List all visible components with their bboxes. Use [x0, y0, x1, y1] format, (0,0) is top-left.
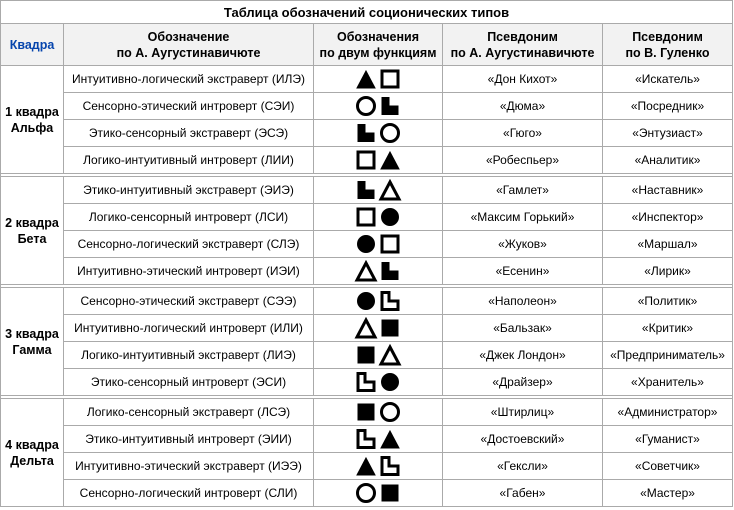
- type-designation: Логико-интуитивный экстраверт (ЛИЭ): [64, 342, 314, 369]
- type-designation: Сенсорно-логический интроверт (СЛИ): [64, 480, 314, 507]
- type-designation: Логико-сенсорный интроверт (ЛСИ): [64, 204, 314, 231]
- square-black-icon: [382, 485, 398, 501]
- circle-white-icon: [382, 125, 399, 142]
- table-row: [1, 204, 733, 231]
- type-designation: Интуитивно-логический экстраверт (ИЛЭ): [64, 66, 314, 93]
- header-kvadra-link[interactable]: Квадра: [1, 24, 64, 66]
- kvadra-cell: [1, 66, 64, 174]
- square-white-icon: [358, 152, 374, 168]
- type-symbols: [314, 315, 443, 342]
- table-row: [1, 93, 733, 120]
- header-designation-line1: Обозначение: [147, 29, 230, 44]
- type-symbols: [314, 93, 443, 120]
- corner-white-icon: [358, 431, 374, 448]
- symbol-pair: [353, 206, 403, 228]
- type-designation: Сенсорно-этический интроверт (СЭИ): [64, 93, 314, 120]
- symbol-pair: [353, 428, 403, 450]
- circle-black-icon: [358, 293, 375, 310]
- symbol-pair: [353, 122, 403, 144]
- type-designation: Интуитивно-этический экстраверт (ИЭЭ): [64, 453, 314, 480]
- pseudonym-augusta: «Достоевский»: [443, 426, 603, 453]
- caption-row: [1, 1, 733, 24]
- pseudonym-gulenko: «Советчик»: [603, 453, 733, 480]
- type-symbols: [314, 342, 443, 369]
- pseudonym-gulenko: «Администратор»: [603, 399, 733, 426]
- type-symbols: [314, 231, 443, 258]
- header-pseudo-a-line1: Псевдоним: [487, 29, 558, 44]
- circle-black-icon: [382, 374, 399, 391]
- type-symbols: [314, 288, 443, 315]
- symbol-pair: [353, 401, 403, 423]
- type-symbols: [314, 258, 443, 285]
- symbol-pair: [353, 149, 403, 171]
- type-designation: Сенсорно-логический экстраверт (СЛЭ): [64, 231, 314, 258]
- type-symbols: [314, 204, 443, 231]
- type-symbols: [314, 480, 443, 507]
- type-symbols: [314, 453, 443, 480]
- type-designation: Этико-сенсорный экстраверт (ЭСЭ): [64, 120, 314, 147]
- table-row: [1, 453, 733, 480]
- table-row: [1, 288, 733, 315]
- kvadra-name: Альфа: [10, 120, 54, 135]
- circle-white-icon: [382, 404, 399, 421]
- triangle-black-icon: [381, 431, 399, 448]
- symbol-pair: [353, 260, 403, 282]
- table-row: [1, 147, 733, 174]
- circle-black-icon: [382, 209, 399, 226]
- table-row: [1, 120, 733, 147]
- pseudonym-augusta: «Габен»: [443, 480, 603, 507]
- circle-white-icon: [358, 98, 375, 115]
- pseudonym-augusta: «Дон Кихот»: [443, 66, 603, 93]
- corner-white-icon: [358, 374, 374, 391]
- type-symbols: [314, 426, 443, 453]
- kvadra-name: Бета: [17, 231, 47, 246]
- pseudonym-gulenko: «Инспектор»: [603, 204, 733, 231]
- triangle-white-icon: [381, 182, 399, 199]
- pseudonym-gulenko: «Критик»: [603, 315, 733, 342]
- kvadra-cell: [1, 288, 64, 396]
- pseudonym-gulenko: «Искатель»: [603, 66, 733, 93]
- circle-black-icon: [358, 236, 375, 253]
- pseudonym-augusta: «Дюма»: [443, 93, 603, 120]
- type-designation: Логико-интуитивный интроверт (ЛИИ): [64, 147, 314, 174]
- type-symbols: [314, 66, 443, 93]
- type-designation: Сенсорно-этический экстраверт (СЭЭ): [64, 288, 314, 315]
- type-symbols: [314, 147, 443, 174]
- table-caption: Таблица обозначений соционических типов: [1, 1, 733, 24]
- table-body: [1, 66, 733, 507]
- corner-black-icon: [358, 182, 374, 199]
- symbol-pair: [353, 68, 403, 90]
- pseudonym-augusta: «Гамлет»: [443, 177, 603, 204]
- pseudonym-augusta: «Драйзер»: [443, 369, 603, 396]
- symbol-pair: [353, 179, 403, 201]
- symbol-pair: [353, 290, 403, 312]
- triangle-white-icon: [357, 263, 375, 280]
- symbol-pair: [353, 233, 403, 255]
- corner-black-icon: [382, 263, 398, 280]
- kvadra-name: Дельта: [10, 453, 54, 468]
- kvadra-name: Гамма: [12, 342, 52, 357]
- pseudonym-gulenko: «Мастер»: [603, 480, 733, 507]
- header-symbols: [314, 24, 443, 66]
- type-designation: Этико-интуитивный интроверт (ЭИИ): [64, 426, 314, 453]
- type-designation: Интуитивно-логический интроверт (ИЛИ): [64, 315, 314, 342]
- kvadra-number: 1 квадра: [5, 104, 59, 119]
- table-row: [1, 177, 733, 204]
- triangle-black-icon: [357, 458, 375, 475]
- table-row: [1, 426, 733, 453]
- pseudonym-augusta: «Штирлиц»: [443, 399, 603, 426]
- triangle-black-icon: [381, 152, 399, 169]
- type-designation: Интуитивно-этический интроверт (ИЭИ): [64, 258, 314, 285]
- pseudonym-augusta: «Наполеон»: [443, 288, 603, 315]
- symbol-pair: [353, 317, 403, 339]
- kvadra-cell: [1, 399, 64, 507]
- square-black-icon: [382, 320, 398, 336]
- pseudonym-gulenko: «Маршал»: [603, 231, 733, 258]
- pseudonym-gulenko: «Политик»: [603, 288, 733, 315]
- kvadra-number: 2 квадра: [5, 215, 59, 230]
- square-black-icon: [358, 404, 374, 420]
- type-symbols: [314, 120, 443, 147]
- pseudonym-augusta: «Есенин»: [443, 258, 603, 285]
- header-row: [1, 24, 733, 66]
- table-row: [1, 399, 733, 426]
- header-pseudo-g-line1: Псевдоним: [632, 29, 703, 44]
- header-pseudonym-gulenko: [603, 24, 733, 66]
- header-designation: [64, 24, 314, 66]
- symbol-pair: [353, 482, 403, 504]
- kvadra-cell: [1, 177, 64, 285]
- pseudonym-gulenko: «Энтузиаст»: [603, 120, 733, 147]
- pseudonym-gulenko: «Наставник»: [603, 177, 733, 204]
- square-white-icon: [358, 209, 374, 225]
- type-symbols: [314, 399, 443, 426]
- pseudonym-augusta: «Жуков»: [443, 231, 603, 258]
- symbol-pair: [353, 344, 403, 366]
- pseudonym-augusta: «Бальзак»: [443, 315, 603, 342]
- table-row: [1, 258, 733, 285]
- pseudonym-gulenko: «Посредник»: [603, 93, 733, 120]
- table-row: [1, 231, 733, 258]
- triangle-white-icon: [357, 320, 375, 337]
- header-pseudo-g-line2: по В. Гуленко: [625, 45, 710, 60]
- type-designation: Логико-сенсорный экстраверт (ЛСЭ): [64, 399, 314, 426]
- type-designation: Этико-сенсорный интроверт (ЭСИ): [64, 369, 314, 396]
- pseudonym-gulenko: «Хранитель»: [603, 369, 733, 396]
- pseudonym-augusta: «Максим Горький»: [443, 204, 603, 231]
- table-row: [1, 342, 733, 369]
- corner-white-icon: [382, 458, 398, 475]
- corner-white-icon: [382, 293, 398, 310]
- triangle-white-icon: [381, 347, 399, 364]
- table-row: [1, 480, 733, 507]
- symbol-pair: [353, 371, 403, 393]
- pseudonym-gulenko: «Лирик»: [603, 258, 733, 285]
- type-designation: Этико-интуитивный экстраверт (ЭИЭ): [64, 177, 314, 204]
- pseudonym-gulenko: «Гуманист»: [603, 426, 733, 453]
- table-row: [1, 66, 733, 93]
- type-symbols: [314, 369, 443, 396]
- table-row: [1, 369, 733, 396]
- kvadra-number: 3 квадра: [5, 326, 59, 341]
- header-designation-line2: по А. Аугустинавичюте: [116, 45, 261, 60]
- triangle-black-icon: [357, 71, 375, 88]
- table-row: [1, 315, 733, 342]
- symbol-pair: [353, 95, 403, 117]
- kvadra-number: 4 квадра: [5, 437, 59, 452]
- type-symbols: [314, 177, 443, 204]
- pseudonym-augusta: «Гюго»: [443, 120, 603, 147]
- corner-black-icon: [358, 125, 374, 142]
- square-white-icon: [382, 236, 398, 252]
- square-black-icon: [358, 347, 374, 363]
- header-symbols-line1: Обозначения: [336, 29, 420, 44]
- header-pseudo-a-line2: по А. Аугустинавичюте: [450, 45, 595, 60]
- square-white-icon: [382, 71, 398, 87]
- pseudonym-augusta: «Гексли»: [443, 453, 603, 480]
- pseudonym-augusta: «Робеспьер»: [443, 147, 603, 174]
- pseudonym-augusta: «Джек Лондон»: [443, 342, 603, 369]
- header-symbols-line2: по двум функциям: [319, 45, 437, 60]
- circle-white-icon: [358, 485, 375, 502]
- symbol-pair: [353, 455, 403, 477]
- pseudonym-gulenko: «Аналитик»: [603, 147, 733, 174]
- header-pseudonym-augusta: [443, 24, 603, 66]
- corner-black-icon: [382, 98, 398, 115]
- pseudonym-gulenko: «Предприниматель»: [603, 342, 733, 369]
